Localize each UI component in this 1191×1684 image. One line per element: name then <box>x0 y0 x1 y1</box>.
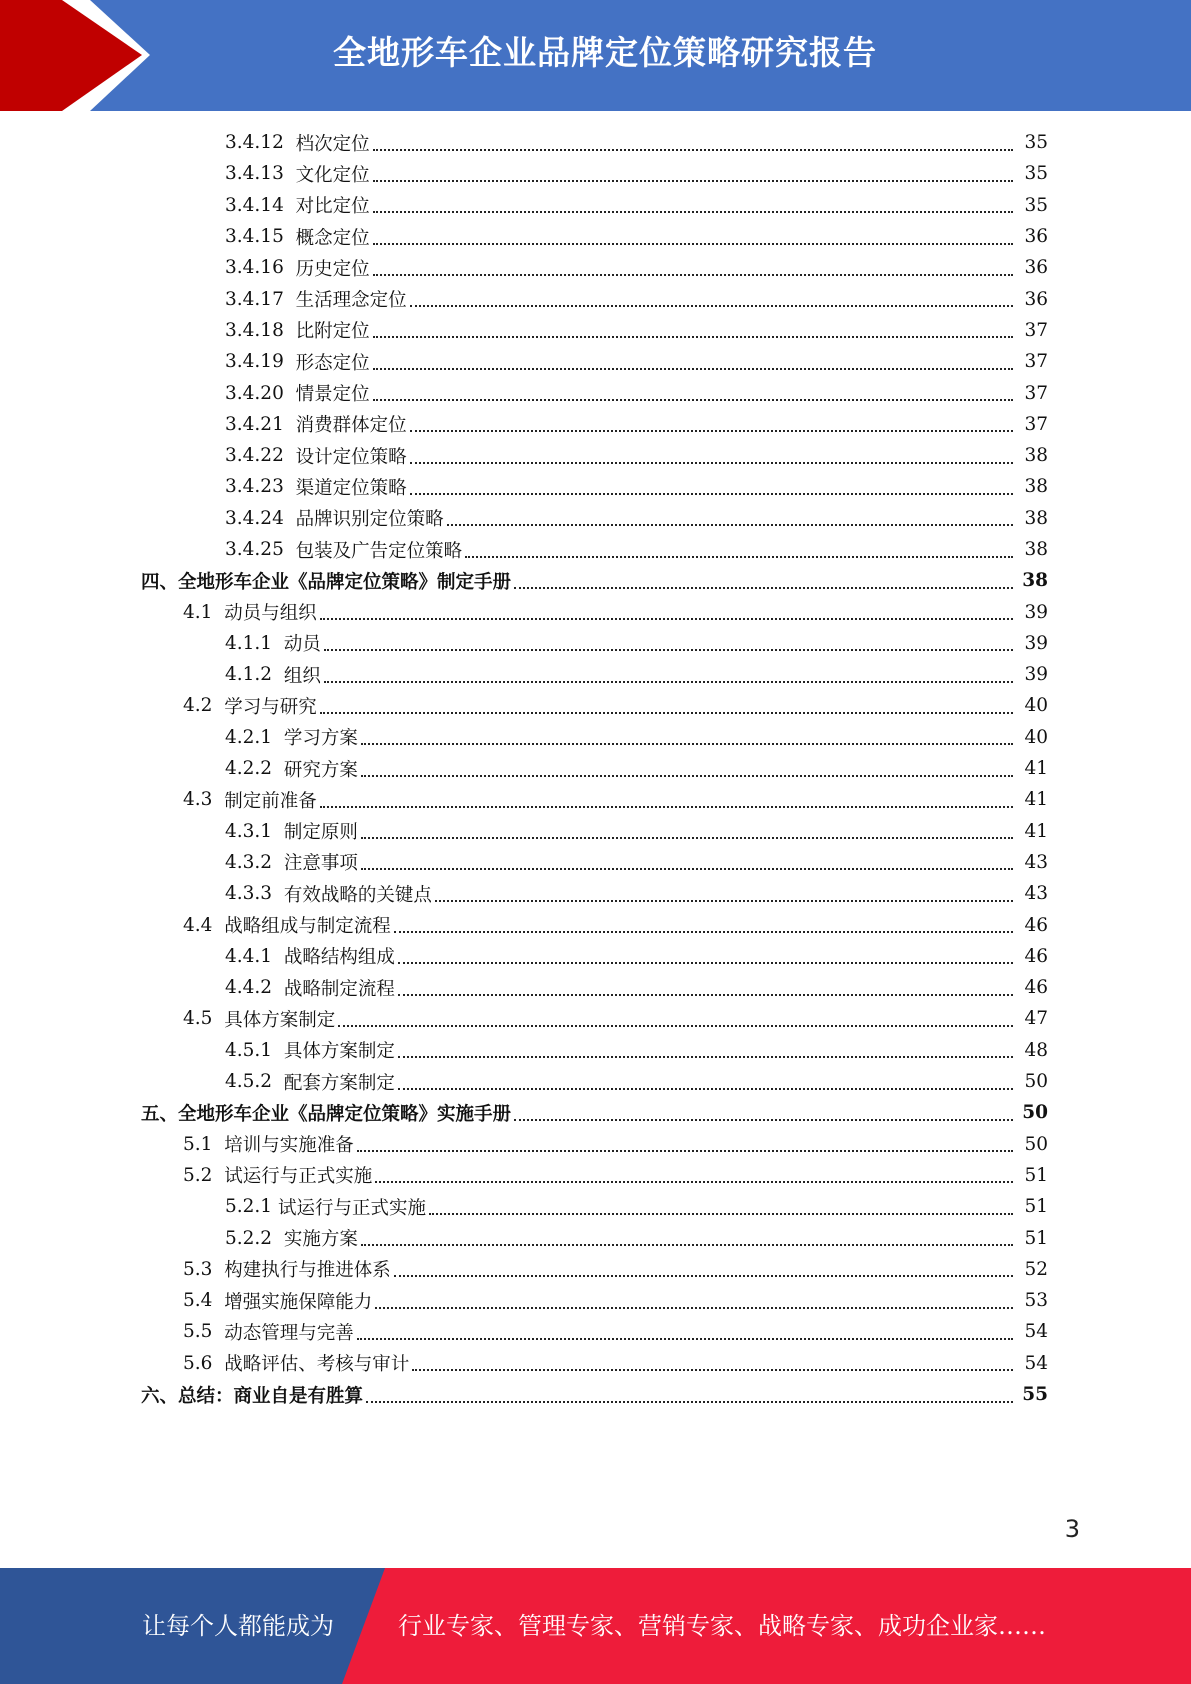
toc-entry[interactable] <box>0 816 1191 847</box>
toc-entry-page: 54 <box>1024 1352 1048 1374</box>
toc-entry-title: 概念定位 <box>295 227 370 249</box>
toc-entry-title: 配套方案制定 <box>283 1072 395 1094</box>
toc-entry-page: 51 <box>1024 1227 1048 1249</box>
toc-dot-leader <box>324 649 1013 651</box>
toc-entry-title: 学习与研究 <box>224 696 317 718</box>
toc-entry[interactable] <box>0 534 1191 565</box>
toc-entry-title: 文化定位 <box>295 164 370 186</box>
report-title: 全地形车企业品牌定位策略研究报告 <box>333 33 877 72</box>
toc-entry-page: 35 <box>1024 194 1048 216</box>
toc-dot-leader <box>375 1181 1013 1183</box>
toc-entry-page: 37 <box>1024 319 1048 341</box>
toc-entry-number: 4.1.2 <box>225 664 284 686</box>
toc-dot-leader <box>361 868 1013 870</box>
toc-entry[interactable] <box>0 1003 1191 1034</box>
toc-entry-title: 制定前准备 <box>224 790 317 812</box>
toc-entry[interactable] <box>0 1035 1191 1066</box>
toc-entry-page: 50 <box>1022 1102 1048 1124</box>
toc-entry-page: 46 <box>1024 977 1048 999</box>
toc-entry-page: 51 <box>1024 1196 1048 1218</box>
toc-entry-number: 4.5.2 <box>225 1071 284 1093</box>
toc-entry-title: 形态定位 <box>295 352 370 374</box>
toc-entry[interactable] <box>0 252 1191 283</box>
toc-dot-leader <box>373 180 1013 182</box>
toc-entry-title: 包装及广告定位策略 <box>295 540 463 562</box>
toc-entry-number: 3.4.17 <box>225 288 296 310</box>
toc-entry[interactable] <box>0 503 1191 534</box>
toc-entry-page: 40 <box>1024 726 1048 748</box>
toc-entry-number: 5.5 <box>183 1321 225 1343</box>
toc-dot-leader <box>366 1401 1013 1403</box>
toc-entry-number: 3.4.12 <box>225 132 296 154</box>
toc-dot-leader <box>373 243 1013 245</box>
toc-entry-title: 构建执行与推进体系 <box>224 1260 391 1282</box>
toc-entry[interactable] <box>0 1348 1191 1379</box>
toc-entry-page: 40 <box>1024 695 1048 717</box>
toc-dot-leader <box>361 1244 1013 1246</box>
toc-entry[interactable] <box>0 1285 1191 1316</box>
toc-entry[interactable] <box>0 878 1191 909</box>
toc-entry[interactable] <box>0 409 1191 440</box>
toc-entry-page: 35 <box>1024 132 1048 154</box>
toc-entry-number: 5.2.1 <box>225 1196 278 1218</box>
toc-entry-title: 组织 <box>283 665 321 687</box>
toc-dot-leader <box>320 806 1013 808</box>
toc-entry-number: 4.2.2 <box>225 758 284 780</box>
toc-entry[interactable] <box>0 1316 1191 1347</box>
toc-entry[interactable] <box>0 1066 1191 1097</box>
toc-entry-title: 实施方案 <box>283 1229 358 1251</box>
toc-entry-page: 50 <box>1024 1133 1048 1155</box>
toc-dot-leader <box>373 336 1013 338</box>
toc-entry[interactable] <box>0 628 1191 659</box>
toc-entry-title: 具体方案制定 <box>283 1041 395 1063</box>
toc-entry-title: 渠道定位策略 <box>295 477 407 499</box>
toc-dot-leader <box>373 149 1013 151</box>
toc-entry[interactable] <box>0 158 1191 189</box>
toc-entry-title: 设计定位策略 <box>295 446 407 468</box>
toc-entry-title: 制定原则 <box>283 822 358 844</box>
toc-entry-number: 3.4.13 <box>225 163 296 185</box>
toc-entry[interactable] <box>0 690 1191 721</box>
toc-dot-leader <box>410 305 1013 307</box>
toc-entry-page: 38 <box>1024 445 1048 467</box>
toc-dot-leader <box>320 712 1013 714</box>
toc-entry-title: 情景定位 <box>295 384 370 406</box>
toc-entry-number: 3.4.15 <box>225 226 296 248</box>
page-number: 3 <box>1064 1515 1080 1543</box>
toc-entry-page: 37 <box>1024 382 1048 404</box>
toc-entry-page: 48 <box>1024 1039 1048 1061</box>
page-footer <box>0 1568 1191 1684</box>
toc-entry-number: 四、 <box>141 571 179 593</box>
toc-dot-leader <box>412 1369 1013 1371</box>
toc-dot-leader <box>373 368 1013 370</box>
toc-dot-leader <box>373 399 1013 401</box>
toc-dot-leader <box>394 931 1013 933</box>
toc-entry[interactable] <box>0 565 1191 596</box>
toc-entry-page: 46 <box>1024 945 1048 967</box>
toc-entry[interactable] <box>0 471 1191 502</box>
toc-entry-number: 3.4.14 <box>225 194 296 216</box>
toc-dot-leader <box>375 1307 1013 1309</box>
toc-dot-leader <box>514 587 1013 589</box>
toc-entry-title: 研究方案 <box>283 759 358 781</box>
toc-entry[interactable] <box>0 1129 1191 1160</box>
toc-entry[interactable] <box>0 909 1191 940</box>
toc-entry-number: 5.2.2 <box>225 1227 284 1249</box>
toc-entry-title: 档次定位 <box>295 133 370 155</box>
toc-dot-leader <box>373 274 1013 276</box>
toc-entry-title: 试运行与正式实施 <box>224 1166 373 1188</box>
toc-entry-number: 4.4.1 <box>225 945 284 967</box>
toc-entry-page: 36 <box>1024 226 1048 248</box>
toc-entry-page: 51 <box>1024 1164 1048 1186</box>
toc-entry-page: 35 <box>1024 163 1048 185</box>
toc-entry-number: 3.4.24 <box>225 507 296 529</box>
toc-entry-title: 试运行与正式实施 <box>277 1197 426 1219</box>
toc-entry[interactable] <box>0 1254 1191 1285</box>
toc-entry-number: 3.4.16 <box>225 257 296 279</box>
toc-entry-title: 消费群体定位 <box>295 415 407 437</box>
toc-entry[interactable] <box>0 221 1191 252</box>
toc-entry[interactable] <box>0 1097 1191 1128</box>
toc-dot-leader <box>447 524 1013 526</box>
toc-dot-leader <box>338 1025 1013 1027</box>
toc-entry-page: 55 <box>1022 1384 1048 1406</box>
toc-entry-title: 动员与组织 <box>224 603 317 625</box>
toc-entry-number: 4.1 <box>183 601 225 623</box>
toc-entry-page: 50 <box>1024 1071 1048 1093</box>
toc-entry-number: 3.4.19 <box>225 351 296 373</box>
footer-slogan-left: 让每个人都能成为 <box>142 1612 334 1640</box>
toc-entry-title: 全地形车企业《品牌定位策略》实施手册 <box>178 1103 512 1125</box>
toc-entry[interactable] <box>0 659 1191 690</box>
toc-dot-leader <box>429 1213 1013 1215</box>
toc-entry-number: 5.2 <box>183 1164 225 1186</box>
toc-entry-title: 培训与实施准备 <box>224 1135 354 1157</box>
toc-dot-leader <box>324 681 1013 683</box>
toc-entry-number: 4.1.1 <box>225 632 284 654</box>
toc-entry[interactable] <box>0 127 1191 158</box>
toc-entry-page: 54 <box>1024 1321 1048 1343</box>
toc-entry-page: 37 <box>1024 413 1048 435</box>
footer-slogan-right: 行业专家、管理专家、营销专家、战略专家、成功企业家…… <box>398 1612 1046 1640</box>
toc-entry-number: 4.2.1 <box>225 726 284 748</box>
toc-entry-title: 动态管理与完善 <box>224 1322 354 1344</box>
toc-entry-number: 4.3.3 <box>225 883 284 905</box>
toc-entry[interactable] <box>0 972 1191 1003</box>
toc-dot-leader <box>361 837 1013 839</box>
toc-entry-page: 41 <box>1024 789 1048 811</box>
toc-entry-number: 3.4.25 <box>225 539 296 560</box>
toc-entry[interactable] <box>0 784 1191 815</box>
toc-entry[interactable] <box>0 440 1191 471</box>
toc-dot-leader <box>465 556 1013 558</box>
toc-entry[interactable] <box>0 1160 1191 1191</box>
toc-entry-number: 3.4.18 <box>225 319 296 341</box>
toc-entry[interactable] <box>0 190 1191 221</box>
toc-entry[interactable] <box>0 346 1191 377</box>
toc-entry-number: 5.4 <box>183 1290 225 1312</box>
toc-entry[interactable] <box>0 1222 1191 1253</box>
toc-entry-page: 39 <box>1024 632 1048 654</box>
toc-entry-title: 动员 <box>283 634 321 656</box>
toc-entry-page: 41 <box>1024 758 1048 780</box>
toc-entry-number: 五、 <box>141 1103 179 1125</box>
toc-entry-number: 4.3 <box>183 789 225 811</box>
toc-entry-page: 43 <box>1024 851 1048 873</box>
toc-entry-page: 37 <box>1024 351 1048 373</box>
toc-entry-page: 47 <box>1024 1008 1048 1030</box>
toc-entry[interactable] <box>0 377 1191 408</box>
toc-entry-title: 品牌识别定位策略 <box>295 509 444 531</box>
toc-dot-leader <box>514 1119 1013 1121</box>
toc-entry-title: 学习方案 <box>283 728 358 750</box>
toc-entry-title: 比附定位 <box>295 321 370 343</box>
toc-dot-leader <box>435 900 1013 902</box>
toc-entry-number: 3.4.20 <box>225 382 296 404</box>
toc-entry[interactable] <box>0 315 1191 346</box>
toc-entry-title: 战略组成与制定流程 <box>224 916 391 938</box>
toc-dot-leader <box>373 211 1013 213</box>
toc-entry-page: 43 <box>1024 883 1048 905</box>
toc-dot-leader <box>361 743 1013 745</box>
toc-entry[interactable] <box>0 1191 1191 1222</box>
toc-entry-title: 增强实施保障能力 <box>224 1291 373 1313</box>
toc-entry[interactable] <box>0 847 1191 878</box>
toc-dot-leader <box>410 430 1013 432</box>
toc-entry[interactable] <box>0 596 1191 627</box>
toc-entry-number: 5.1 <box>183 1133 225 1155</box>
toc-entry-title: 历史定位 <box>295 258 370 280</box>
toc-dot-leader <box>398 1056 1013 1058</box>
toc-entry-title: 有效战略的关键点 <box>283 884 432 906</box>
toc-dot-leader <box>398 994 1013 996</box>
toc-entry-title: 生活理念定位 <box>295 290 407 312</box>
toc-entry-number: 4.4.2 <box>225 977 284 999</box>
toc-entry-number: 4.3.2 <box>225 851 284 873</box>
toc-entry[interactable] <box>0 1379 1191 1410</box>
toc-entry-number: 4.2 <box>183 695 225 717</box>
toc-entry[interactable] <box>0 283 1191 314</box>
toc-entry-title: 注意事项 <box>283 853 358 875</box>
toc-entry-page: 53 <box>1024 1290 1048 1312</box>
toc-entry-title: 战略评估、考核与审计 <box>224 1354 410 1376</box>
toc-entry-number: 5.3 <box>183 1258 225 1280</box>
toc-entry-page: 39 <box>1024 664 1048 686</box>
toc-entry-number: 4.5 <box>183 1008 225 1030</box>
header-chevron-icon <box>0 0 142 111</box>
toc-entry-number: 六、 <box>141 1385 179 1407</box>
toc-entry-page: 36 <box>1024 288 1048 310</box>
toc-entry-title: 总结：商业自是有胜算 <box>178 1385 364 1407</box>
toc-entry-title: 全地形车企业《品牌定位策略》制定手册 <box>178 571 512 593</box>
toc-entry-number: 4.5.1 <box>225 1039 284 1061</box>
toc-entry-title: 战略制定流程 <box>283 978 395 1000</box>
toc-entry-page: 38 <box>1022 570 1048 592</box>
toc-entry-page: 38 <box>1024 476 1048 498</box>
toc-entry-page: 38 <box>1024 507 1048 529</box>
toc-entry-page: 38 <box>1024 539 1048 560</box>
toc-entry-page: 41 <box>1024 820 1048 842</box>
toc-entry-title: 战略结构组成 <box>283 947 395 969</box>
toc-entry[interactable] <box>0 753 1191 784</box>
toc-dot-leader <box>320 618 1013 620</box>
toc-entry-number: 3.4.22 <box>225 445 296 467</box>
toc-dot-leader <box>357 1338 1013 1340</box>
toc-dot-leader <box>394 1275 1013 1277</box>
toc-entry-number: 5.6 <box>183 1352 225 1374</box>
toc-dot-leader <box>410 493 1013 495</box>
toc-entry-page: 39 <box>1024 601 1048 623</box>
toc-entry-number: 4.4 <box>183 914 225 936</box>
toc-dot-leader <box>410 462 1013 464</box>
toc-entry-number: 4.3.1 <box>225 820 284 842</box>
toc-entry-page: 36 <box>1024 257 1048 279</box>
toc-dot-leader <box>398 1088 1013 1090</box>
toc-dot-leader <box>398 962 1013 964</box>
toc-entry-title: 具体方案制定 <box>224 1009 336 1031</box>
toc-entry[interactable] <box>0 941 1191 972</box>
toc-entry-number: 3.4.21 <box>225 413 296 435</box>
toc-entry-title: 对比定位 <box>295 196 370 218</box>
table-of-contents <box>0 127 1191 1410</box>
toc-entry[interactable] <box>0 722 1191 753</box>
page-header <box>0 0 1191 111</box>
toc-dot-leader <box>361 775 1013 777</box>
toc-dot-leader <box>357 1150 1013 1152</box>
toc-entry-page: 52 <box>1024 1258 1048 1280</box>
toc-entry-number: 3.4.23 <box>225 476 296 498</box>
toc-entry-page: 46 <box>1024 914 1048 936</box>
